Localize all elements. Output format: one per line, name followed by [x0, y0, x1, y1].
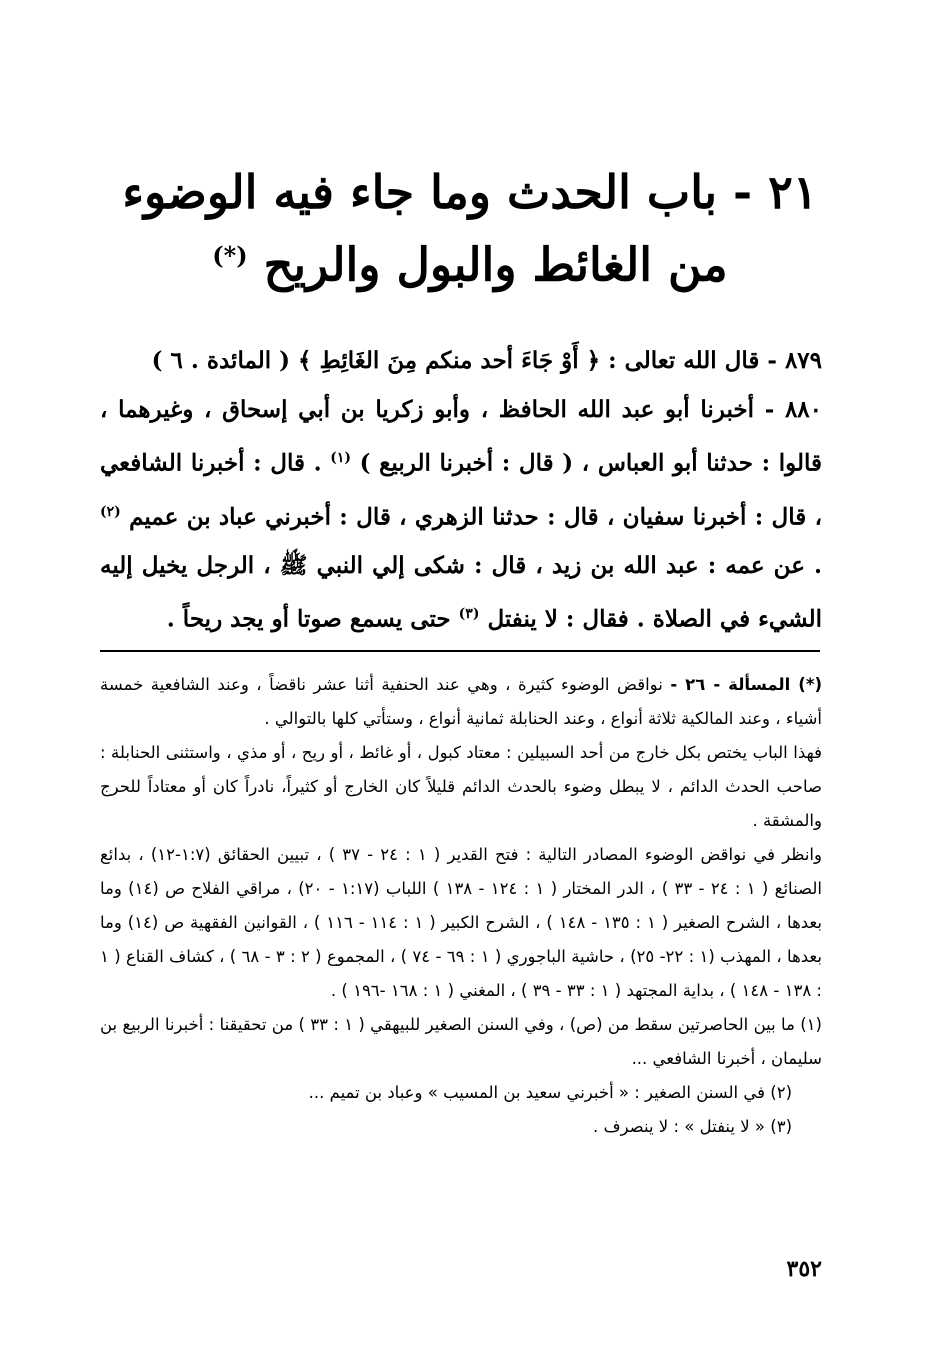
footnote-sources: وانظر في نواقض الوضوء المصادر التالية : فتح القدير ( ١ : ٢٤ - ٣٧ ) ، تبيين الحقائق (١:٧-١٢) ، بدائع الصنائع ( ١ : ٢٤ - ٣٣ ) ، الدر المختار ( ١ : ١٢٤ - ١٣٨ ) اللباب (١:١٧ - ٢٠) ، مراقي الفلاح ص (١٤) وما بعدها ، الشرح الصغير ( ١ : ١٣٥ - ١٤٨ ) ، الشرح الكبير ( ١ : ١١٤ - ١١٦ ) ، القوانين الفقهية ص (١٤) وما بعدها ، المهذب (١ : ٢٢- ٢٥) ، حاشية الباجوري ( ١ : ٦٩ - ٧٤ ) ، المجموع ( ٢ : ٣ - ٦٨ ) ، كشاف القناع ( ١ : ١٣٨ - ١٤٨ ) ، بداية المجتهد ( ١ : ٣٣ - ٣٩ ) ، المغني ( ١ : ١٦٨ -١٩٦ ) .: [100, 845, 822, 1000]
hadith-part-1: ٨٨٠ - أخبرنا أبو عبد الله الحافظ ، وأبو زكريا بن أبي إسحاق ، وغيرهما ، قالوا : حدثنا أبو العباس ، ( قال : أخبرنا الربيع ): [100, 396, 822, 477]
hadith-part-2: . قال : أخبرنا الشافعي ، قال : أخبرنا سفيان ، قال : حدثنا الزهري ، قال : أخبرني عباد بن عميم: [100, 449, 822, 531]
quran-verse: ٨٧٩ - قال الله تعالى : ﴿ أَوْ جَاءَ أحد منكم مِنَ الغَائِطِ ﴾ ( المائدة . ٦ ): [151, 347, 822, 374]
chapter-title-line2: [80, 224, 860, 296]
hadith-part-4: حتى يسمع صوتا أو يجد ريحاً .: [166, 605, 451, 633]
title-footnote-marker: (*): [212, 241, 248, 270]
hadith-text: [100, 385, 822, 644]
chapter-title-line2-text: من الغائط والبول والريح: [263, 237, 728, 292]
footnote-star: [100, 668, 822, 736]
footnote-ref-3: (٣): [458, 606, 480, 623]
footnote-star-text: نواقض الوضوء كثيرة ، وهي عند الحنفية أثنا عشر ناقضاً ، وعند الشافعية خمسة أشياء ، وعند المالكية ثلاثة أنواع ، وعند الحنابلة ثمانية أنواع ، وستأتي كلها بالتوالي .: [100, 675, 822, 728]
footnote-ref-2: (٢): [100, 503, 121, 520]
main-text: [100, 336, 822, 644]
footnote-chapter-scope: فهذا الباب يختص بكل خارج من أحد السبيلين : معتاد كبول ، أو غائط ، أو ريح ، أو مذي ، واستثنى الحنابلة : صاحب الحدث الدائم ، لا يبطل وضوء بالحدث الدائم قليلاً كان الخارج أو كثيراً، نادراً كان أو معتاداً للحرج والمشقة .: [100, 743, 822, 830]
footnotes: [100, 668, 822, 1144]
page-number: ٣٥٢: [786, 1256, 822, 1282]
footnote-divider: [100, 650, 820, 652]
footnote-ref-1: (١): [330, 450, 352, 466]
footnote-star-lead: (*) المسألة - ٢٦ -: [670, 675, 822, 694]
chapter-title: [80, 160, 860, 296]
hadith-part-3: . عن عمه : عبد الله بن زيد ، قال : شكى إلي النبي ﷺ ، الرجل يخيل إليه الشيء في الصلاة . فقال : لا ينفتل: [100, 552, 822, 633]
footnote-3: (٣) « لا ينفتل » : لا ينصرف .: [592, 1117, 792, 1136]
footnote-2: (٢) في السنن الصغير : « أخبرني سعيد بن المسيب » وعباد بن تميم ...: [308, 1083, 792, 1102]
footnote-1: (١) ما بين الحاصرتين سقط من (ص) ، وفي السنن الصغير للبيهقي ( ١ : ٣٣ ) من تحقيقنا : أخبرنا الربيع بن سليمان ، أخبرنا الشافعي ...: [100, 1015, 822, 1068]
chapter-title-line1: ٢١ - باب الحدث وما جاء فيه الوضوء: [122, 165, 818, 219]
